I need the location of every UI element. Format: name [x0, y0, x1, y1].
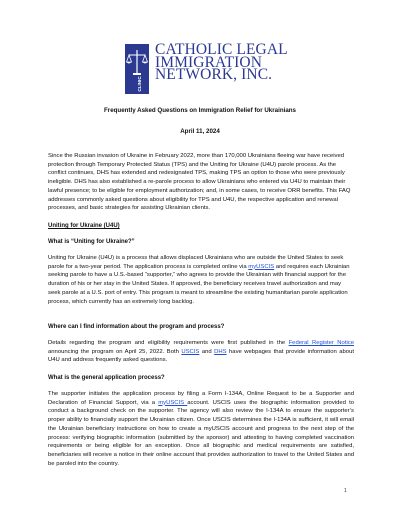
seal-text: CLINIC [137, 76, 142, 92]
logo-line: NETWORK, INC. [155, 66, 273, 84]
dhs-link[interactable]: DHS [214, 348, 227, 355]
answer-3 [48, 390, 354, 468]
intro-text: Since the Russian invasion of Ukraine in February 2022, more than 170,000 Ukrainians fleeing war have received protection through Temporary Protected Status (TPS) and the Uniting for Ukraine (U4U) parole process. As the conflict continues, DHS has extended and redesignated TPS, making TPS an option to those who were previously ineligible. DHS has also established a re-parole process to allow Ukrainians who entered via U4U to maintain their lawful presence; to be eligible for employment authorization; and, in some cases, to receive ORR benefits. This FAQ addresses commonly asked questions about eligibility for TPS and U4U, the respective application and renewal processes, and basic strategies for assisting Ukrainian clients. [48, 153, 351, 212]
answer-1-text: and requires each Ukrainian seeking parole to have a U.S.-based “supporter,” who agrees to provide the Ukrainian with financial support for the duration of his or her stay in the United States. If approved, the beneficiary receives travel authorization and may seek parole at a U.S. port of entry. This program is meant to streamline the existing humanitarian parole application process, which currently has an extremely long backlog. [48, 263, 350, 305]
logo-wordmark [155, 41, 288, 84]
question-3-text: What is the general application process? [48, 375, 165, 381]
clinic-seal-icon [125, 44, 149, 94]
answer-1 [48, 254, 354, 306]
question-2-text: Where can I find information about the program and process? [48, 324, 225, 330]
logo-line: IMMIGRATION [155, 53, 263, 71]
answer-2 [48, 339, 354, 365]
page-number: 1 [344, 488, 347, 494]
document-title: Frequently Asked Questions on Immigration Relief for Ukrainians [104, 107, 296, 114]
document-date: April 11, 2024 [180, 128, 220, 135]
question-1-text: What is “Uniting for Ukraine?” [48, 239, 135, 245]
clinic-logo [125, 41, 288, 96]
section-heading [48, 222, 354, 231]
question-2 [48, 323, 354, 332]
answer-1-text: Uniting for Ukraine (U4U) is a process that allows displaced Ukrainians who are outside the United States to seek parole for a two-year period. The application process is completed online via [48, 255, 344, 270]
answer-2-text: and [199, 348, 215, 355]
uscis-link[interactable]: USCIS [181, 348, 200, 355]
myuscis-account-link[interactable]: myUSCIS [158, 399, 188, 406]
federal-register-link[interactable]: Federal Register Notice [288, 340, 354, 346]
logo-line: CATHOLIC LEGAL [155, 41, 288, 58]
section-heading-text: Uniting for Ukraine (U4U) [48, 223, 120, 229]
answer-2-text: announcing the program on April 25, 2022. Both [48, 348, 182, 355]
intro-paragraph [48, 152, 354, 213]
answer-3-text: The supporter initiates the application process by filing a Form I-134A, Online Request to be a Supporter and Declaration of Financial Support, via a [48, 391, 354, 406]
myuscis-link[interactable]: myUSCIS [248, 263, 275, 270]
answer-2-text: Details regarding the program and eligibility requirements were first published in the [48, 340, 289, 346]
answer-2-text: have webpages that provide information about U4U and address frequently asked questions. [48, 348, 354, 364]
answer-3-text: account. USCIS uses the biographic information provided to conduct a background check on the supporter. The agency will also review the I-134A to ensure the supporter’s proper ability to financially support the Ukrainian citizen. Once USCIS determines the I-134A is sufficient, it will email the Ukrainian beneficiary instructions on how to create a myUSCIS account and progress to the next step of the process: verifying biographic information (submitted by the sponsor) and attesting to having completed vaccination requirements or being eligible for an exception. Once all biographic and medical requirements are satisfied, beneficiaries will receive a notice in their online account that provides authorization to travel to the United States and be paroled into the country. [48, 399, 354, 467]
question-1 [48, 238, 354, 247]
question-3 [48, 374, 354, 383]
